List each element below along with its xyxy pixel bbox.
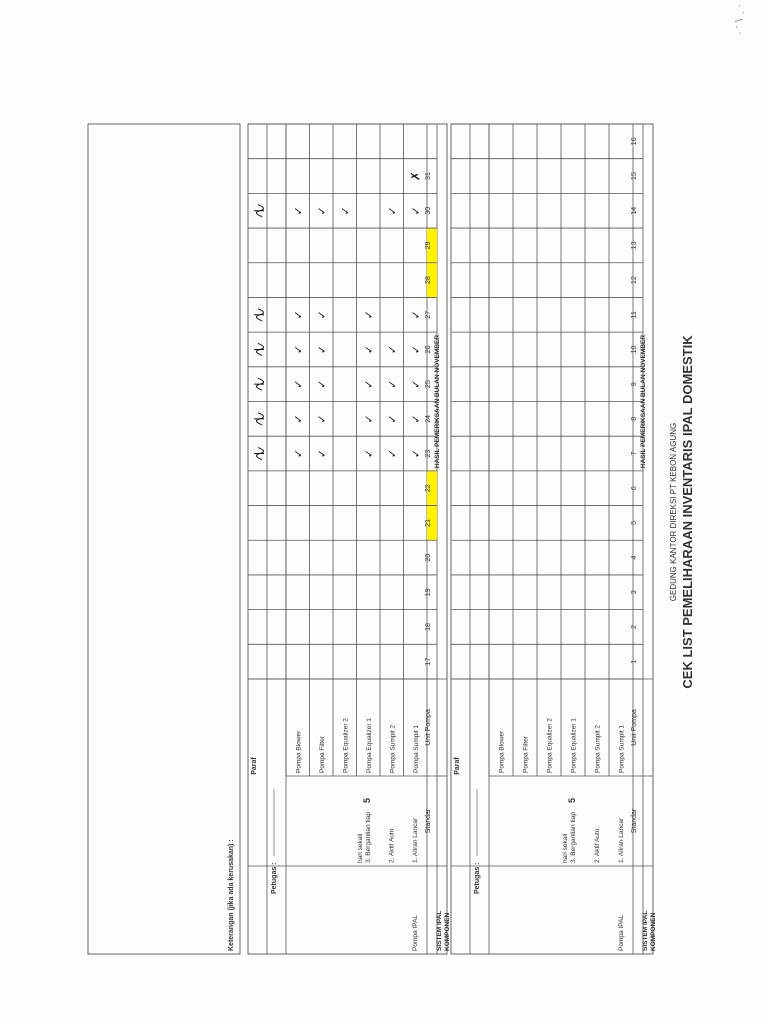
table-1-standard-3: 3. Bergantian tiap: [570, 812, 577, 863]
table-1-day-label-6: 6: [631, 486, 638, 491]
table-2-standard-2: 2. Aktif Auto: [388, 828, 396, 863]
table-1-day-label-2: 2: [631, 625, 638, 629]
table-1-day-label-15: 15: [631, 172, 638, 180]
table-2-unit-6: Pompa Blower: [295, 730, 303, 773]
table-2-standard-1: 1. Aliran Lancar: [412, 817, 419, 863]
table-2-check-26-6: ✓: [291, 344, 305, 355]
table-1-day-label-14: 14: [631, 206, 638, 215]
table-1-petugas: Petugas :: [474, 862, 481, 894]
table-2-check-27-3: ✓: [362, 310, 376, 320]
table-2-check-24-3: ✓: [362, 414, 376, 424]
table-2-cross-31-1: ✗: [408, 171, 423, 182]
table-1-header-standard: Standar: [631, 808, 638, 834]
table-2-check-27-1: ✓: [409, 310, 423, 320]
table-2-check-23-3: ✓: [362, 448, 376, 459]
table-2-day-label-24: 24: [425, 414, 432, 423]
document-title: CEK LIST PEMELIHARAAN INVENTARIS IPAL DOMESTIK: [680, 335, 695, 689]
table-2-day-label-19: 19: [425, 588, 432, 597]
table-2-unit-4: Pompa Equalizer 2: [342, 718, 350, 773]
table-2-check-24-2: ✓: [385, 414, 399, 424]
table-2-day-label-25: 25: [425, 380, 432, 389]
table-1-header-result: HASIL PEMERIKSAAN BULAN NOVEMBER: [640, 334, 647, 469]
table-2-day-label-20: 20: [425, 553, 432, 562]
table-2-unit-1: Pompa Sumpit 1: [412, 724, 420, 773]
table-1-unit-4: Pompa Equalizer 2: [546, 718, 554, 773]
table-2-standard-4: hari sekali: [357, 833, 364, 863]
table-2-check-24-5: ✓: [315, 414, 329, 424]
table-1-standard-2: 2. Aktif Auto: [594, 828, 601, 863]
table-1-component: Pompa IPAL: [618, 914, 625, 951]
table-2-standard-number: 5: [362, 797, 372, 803]
table-1-day-label-16: 16: [631, 137, 638, 146]
table-1-header-component-1: KOMPONEN: [650, 912, 657, 951]
table-1-unit-1: Pompa Sumpit 1: [618, 724, 626, 773]
table-2-day-label-21: 21: [425, 519, 432, 527]
table-2-paraf: Paraf: [251, 757, 258, 775]
table-2-check-27-6: ✓: [291, 310, 305, 320]
table-2-header-result: HASIL PEMERIKSAAN BULAN NOVEMBER: [434, 334, 441, 469]
table-1-day-label-9: 9: [631, 382, 638, 387]
table-2-check-30-4: ✓: [338, 206, 352, 216]
table-1-day-label-4: 4: [631, 555, 638, 560]
table-2-day-label-26: 26: [425, 345, 432, 354]
table-2-check-23-6: ✓: [291, 448, 305, 459]
table-1-header-component-2: SISTEM IPAL: [642, 910, 649, 951]
table-1-standard-4: hari sekali: [562, 833, 569, 863]
table-2-paraf-signature-30: [254, 205, 264, 217]
table-1-day-label-11: 11: [631, 311, 638, 319]
table-2-check-23-5: ✓: [315, 448, 329, 459]
table-2-standard-3: 3. Bergantian tiap: [365, 812, 372, 863]
table-2-day-label-30: 30: [425, 206, 432, 215]
table-2-check-25-1: ✓: [409, 379, 423, 389]
table-2-check-30-5: ✓: [315, 206, 329, 216]
table-1-unit-2: Pompa Sumpit 2: [594, 724, 602, 773]
table-2-paraf-signature-25: [254, 378, 264, 390]
table-1-unit-3: Pompa Equalizer 1: [570, 718, 578, 773]
table-1-day-label-7: 7: [631, 451, 638, 456]
document-subtitle: GEDUNG KANTOR DIREKSI PT KEBON AGUNG: [669, 422, 678, 602]
table-2-check-24-1: ✓: [409, 414, 423, 424]
table-2-day-label-17: 17: [425, 657, 432, 666]
table-2-day-label-28: 28: [425, 276, 432, 284]
table-2-day-label-31: 31: [425, 172, 432, 180]
table-2-component: Pompa IPAL: [412, 914, 419, 951]
table-1-day-label-1: 1: [631, 659, 638, 664]
table-2-check-30-6: ✓: [291, 206, 305, 216]
table-1-standard-number: 5: [567, 797, 577, 803]
table-2-check-26-3: ✓: [362, 344, 376, 355]
table-2-check-26-1: ✓: [409, 344, 423, 355]
table-2-check-30-2: ✓: [385, 206, 399, 216]
table-2-day-label-29: 29: [425, 241, 432, 250]
table-2-day-label-23: 23: [425, 449, 432, 458]
table-1-unit-6: Pompa Blower: [498, 730, 506, 773]
table-2-check-25-5: ✓: [315, 379, 329, 389]
table-1-unit-5: Pompa Filter: [522, 736, 530, 773]
table-2-day-label-27: 27: [425, 310, 432, 319]
table-1-day-label-12: 12: [631, 276, 638, 284]
table-2-paraf-signature-26: [254, 343, 264, 355]
table-2-unit-2: Pompa Sumpit 2: [389, 724, 397, 773]
table-2-check-25-3: ✓: [362, 379, 376, 389]
table-1-day-label-13: 13: [631, 241, 638, 250]
table-2-header-component-2: SISTEM IPAL: [436, 910, 443, 951]
table-2-paraf-signature-24: [254, 413, 264, 425]
table-2-day-label-22: 22: [425, 484, 432, 493]
rotated-document: [88, 124, 695, 954]
table-2-petugas: Petugas :: [271, 862, 278, 894]
table-2-unit-5: Pompa Filter: [318, 736, 326, 773]
table-2-paraf-signature-27: [254, 309, 264, 321]
table-1-day-label-3: 3: [631, 590, 638, 595]
table-2-header-unit: Unit Pompa: [425, 709, 432, 746]
table-2-check-23-1: ✓: [409, 448, 423, 459]
table-2-unit-3: Pompa Equalizer 1: [365, 718, 373, 773]
table-2-day-label-18: 18: [425, 623, 432, 631]
table-1-day-label-10: 10: [631, 345, 638, 354]
table-2-check-30-1: ✓: [409, 206, 423, 216]
table-2-check-27-5: ✓: [315, 310, 329, 320]
table-1-header-unit: Unit Pompa: [631, 709, 638, 746]
table-2-check-26-2: ✓: [385, 344, 399, 355]
table-2-check-26-5: ✓: [315, 344, 329, 355]
table-2-paraf-signature-23: [254, 448, 264, 460]
table-1-paraf: Paraf: [454, 757, 461, 775]
keterangan-label: Keterangan (jika ada kerusakan) :: [228, 839, 235, 951]
table-2-header-component-1: KOMPONEN: [444, 912, 451, 951]
table-1-standard-1: 1. Aliran Lancar: [618, 817, 625, 863]
table-2-check-23-2: ✓: [385, 448, 399, 459]
table-2-check-24-6: ✓: [291, 414, 305, 424]
table-2-header-standard: Standar: [425, 808, 432, 834]
table-2-check-25-2: ✓: [385, 379, 399, 389]
table-2-check-25-6: ✓: [291, 379, 305, 389]
keterangan-box: [88, 124, 240, 954]
corner-scribble: · ` \ . ·: [733, 4, 745, 35]
table-1-day-label-8: 8: [631, 416, 638, 421]
table-1-day-label-5: 5: [631, 520, 638, 525]
